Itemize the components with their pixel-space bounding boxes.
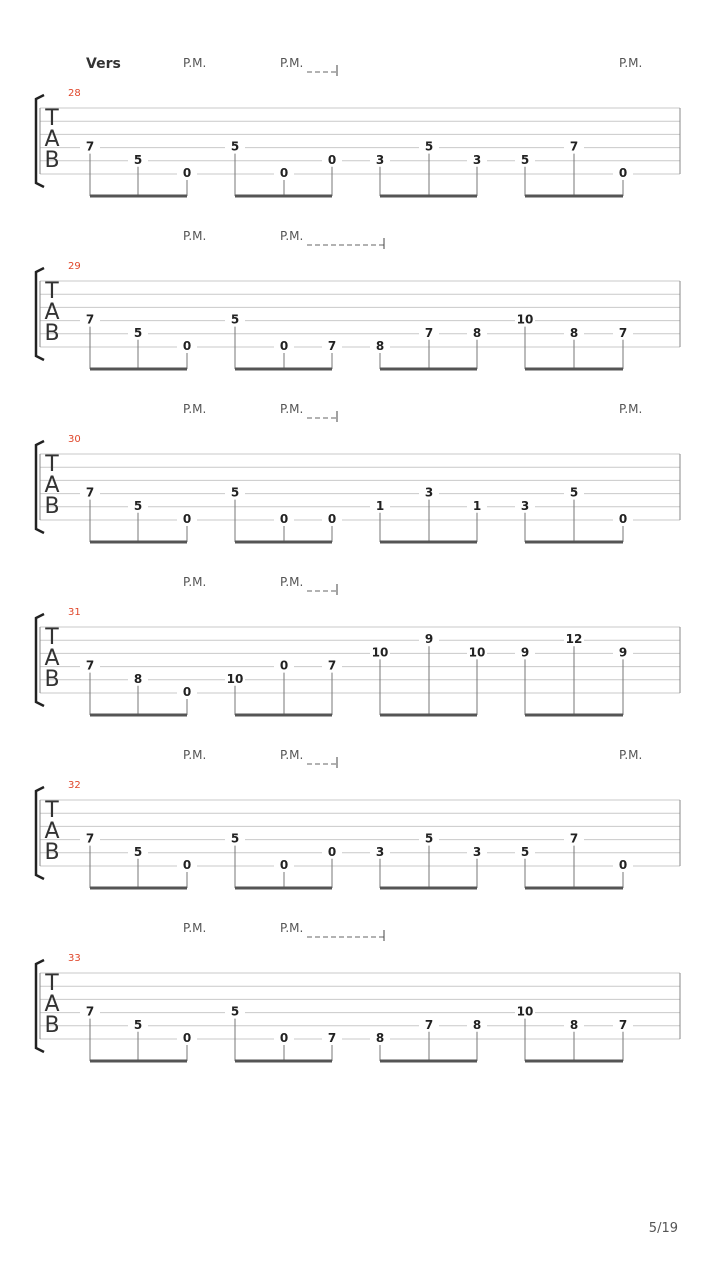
fret-number: 8: [569, 325, 579, 340]
fret-number: 0: [279, 512, 289, 526]
fret-number: 0: [182, 685, 192, 699]
fret-number: 5: [133, 844, 143, 859]
tab-letter-a: A: [44, 992, 60, 1017]
palm-mute-label: P.M.: [280, 56, 304, 70]
palm-mute-label: P.M.: [183, 402, 207, 416]
palm-mute-label: P.M.: [280, 402, 304, 416]
measure-number: 28: [68, 88, 81, 99]
section-label: Vers: [86, 56, 121, 72]
fret-number: 7: [569, 831, 579, 846]
palm-mute-label: P.M.: [183, 56, 207, 70]
fret-number: 5: [230, 1004, 240, 1019]
tab-letter-b: B: [44, 494, 60, 519]
fret-number: 1: [375, 498, 385, 513]
tab-letter-t: T: [45, 452, 59, 477]
fret-number: 3: [520, 498, 530, 513]
fret-number: 3: [472, 152, 482, 167]
measure-number: 30: [68, 434, 81, 445]
palm-mute-label: P.M.: [619, 402, 643, 416]
fret-number: 5: [520, 152, 530, 167]
fret-number: 10: [468, 645, 486, 660]
palm-mute-label: P.M.: [280, 229, 304, 243]
tab-system: [36, 229, 680, 369]
tab-system: [36, 56, 680, 196]
fret-number: 0: [279, 658, 289, 673]
fret-number: 9: [424, 632, 434, 647]
fret-number: 7: [85, 139, 95, 154]
fret-number: 5: [424, 139, 434, 154]
fret-number: 8: [375, 339, 385, 353]
fret-number: 0: [182, 339, 192, 353]
fret-number: 5: [133, 1017, 143, 1032]
fret-number: 5: [230, 831, 240, 846]
fret-number: 5: [133, 498, 143, 513]
fret-number: 8: [472, 325, 482, 340]
tab-letter-a: A: [44, 819, 60, 844]
tab-letter-t: T: [45, 798, 59, 823]
fret-number: 10: [516, 312, 534, 327]
fret-number: 5: [133, 152, 143, 167]
fret-number: 7: [85, 1004, 95, 1019]
fret-number: 0: [618, 858, 628, 872]
fret-number: 5: [230, 312, 240, 327]
fret-number: 3: [375, 152, 385, 167]
tab-system: [36, 921, 680, 1061]
tab-letter-b: B: [44, 1013, 60, 1038]
fret-number: 7: [618, 325, 628, 340]
palm-mute-label: P.M.: [183, 748, 207, 762]
fret-number: 7: [327, 339, 337, 353]
fret-number: 0: [182, 858, 192, 872]
fret-number: 7: [327, 658, 337, 673]
fret-number: 5: [230, 485, 240, 500]
tab-letter-b: B: [44, 667, 60, 692]
fret-number: 7: [85, 312, 95, 327]
tab-letter-t: T: [45, 971, 59, 996]
fret-number: 8: [375, 1031, 385, 1045]
palm-mute-label: P.M.: [183, 921, 207, 935]
fret-number: 5: [424, 831, 434, 846]
tab-letter-b: B: [44, 840, 60, 865]
fret-number: 7: [424, 1017, 434, 1032]
fret-number: 0: [182, 512, 192, 526]
fret-number: 12: [565, 632, 583, 647]
palm-mute-label: P.M.: [183, 229, 207, 243]
fret-number: 0: [182, 1031, 192, 1045]
fret-number: 1: [472, 498, 482, 513]
tab-system: [36, 402, 680, 542]
palm-mute-label: P.M.: [619, 748, 643, 762]
fret-number: 0: [279, 339, 289, 353]
fret-number: 5: [230, 139, 240, 154]
fret-number: 0: [327, 152, 337, 167]
tab-letter-t: T: [45, 279, 59, 304]
fret-number: 0: [618, 166, 628, 180]
fret-number: 8: [472, 1017, 482, 1032]
tab-letter-b: B: [44, 148, 60, 173]
tab-letter-a: A: [44, 127, 60, 152]
palm-mute-label: P.M.: [280, 748, 304, 762]
fret-number: 0: [279, 1031, 289, 1045]
fret-number: 5: [520, 844, 530, 859]
tab-letter-a: A: [44, 300, 60, 325]
fret-number: 9: [520, 645, 530, 660]
fret-number: 10: [371, 645, 389, 660]
fret-number: 3: [424, 485, 434, 500]
measure-number: 29: [68, 261, 81, 272]
tab-system: [36, 575, 680, 715]
fret-number: 0: [327, 512, 337, 526]
measure-number: 33: [68, 953, 81, 964]
fret-number: 0: [618, 512, 628, 526]
fret-number: 3: [472, 844, 482, 859]
fret-number: 9: [618, 645, 628, 660]
fret-number: 7: [85, 658, 95, 673]
tab-letter-a: A: [44, 646, 60, 671]
measure-number: 31: [68, 607, 81, 618]
tab-letter-b: B: [44, 321, 60, 346]
fret-number: 0: [279, 858, 289, 872]
palm-mute-label: P.M.: [280, 921, 304, 935]
page-indicator: 5/19: [648, 1221, 678, 1236]
fret-number: 8: [133, 671, 143, 686]
fret-number: 0: [327, 844, 337, 859]
fret-number: 5: [133, 325, 143, 340]
fret-number: 7: [327, 1031, 337, 1045]
fret-number: 7: [424, 325, 434, 340]
palm-mute-label: P.M.: [280, 575, 304, 589]
fret-number: 7: [85, 831, 95, 846]
fret-number: 5: [569, 485, 579, 500]
fret-number: 8: [569, 1017, 579, 1032]
fret-number: 0: [182, 166, 192, 180]
fret-number: 10: [516, 1004, 534, 1019]
tab-system: [36, 748, 680, 888]
tab-letter-t: T: [45, 625, 59, 650]
tab-letter-a: A: [44, 473, 60, 498]
fret-number: 3: [375, 844, 385, 859]
measure-number: 32: [68, 780, 81, 791]
fret-number: 7: [85, 485, 95, 500]
fret-number: 7: [569, 139, 579, 154]
palm-mute-label: P.M.: [183, 575, 207, 589]
palm-mute-label: P.M.: [619, 56, 643, 70]
fret-number: 10: [226, 671, 244, 686]
fret-number: 7: [618, 1017, 628, 1032]
tab-letter-t: T: [45, 106, 59, 131]
fret-number: 0: [279, 166, 289, 180]
